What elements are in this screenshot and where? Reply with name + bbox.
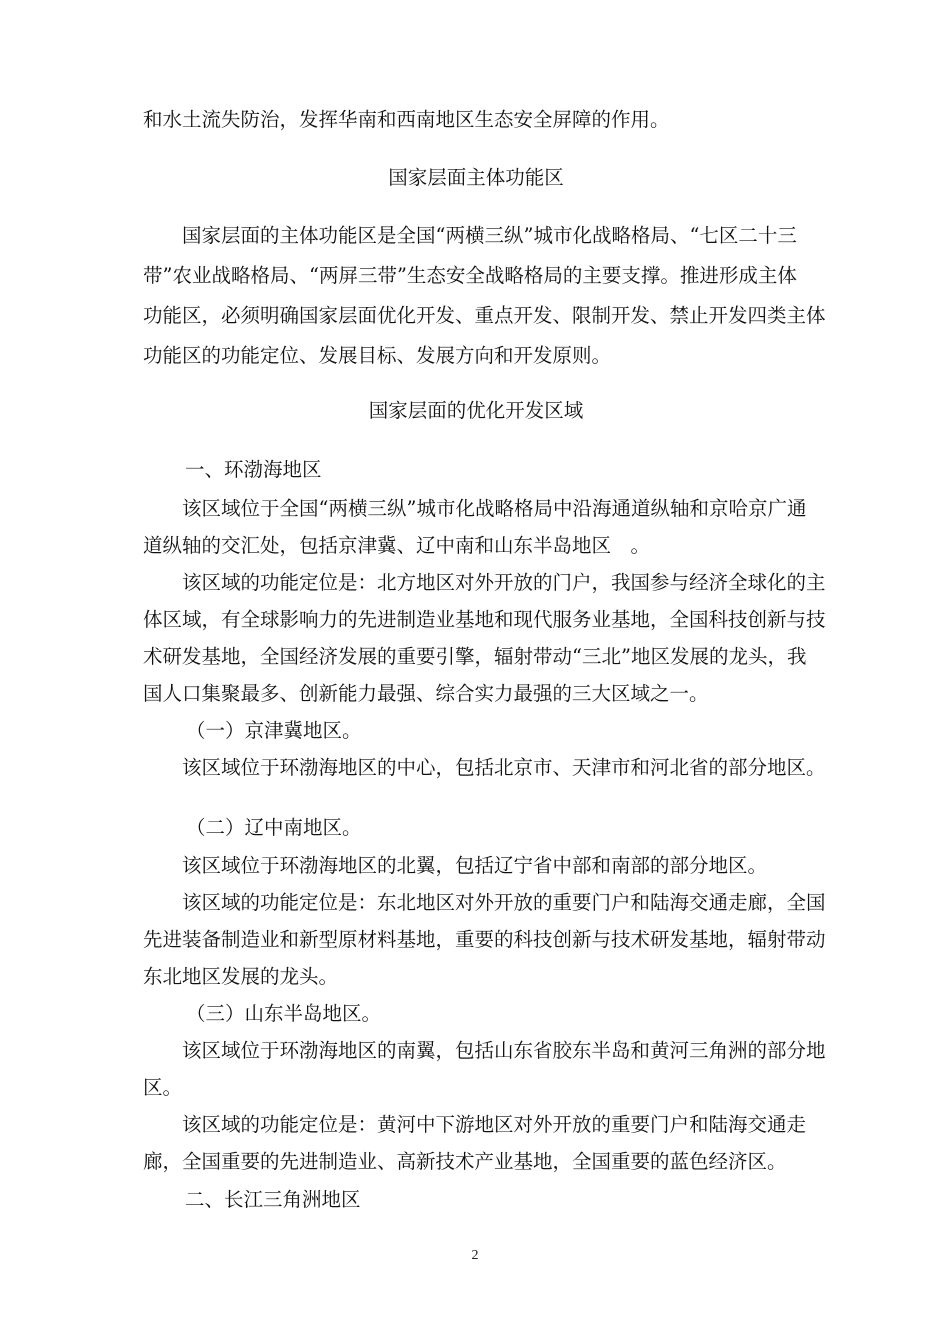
- text-line: 道纵轴的交汇处，包括京津冀、辽中南和山东半岛地区 。: [143, 534, 651, 557]
- text-line: 和水土流失防治，发挥华南和西南地区生态安全屏障的作用。: [143, 108, 670, 131]
- text-line: （二）辽中南地区。: [186, 816, 362, 839]
- text-line: 一、环渤海地区: [185, 458, 322, 481]
- page-number: 2: [471, 1248, 479, 1263]
- text-line: 该区域位于环渤海地区的中心，包括北京市、天津市和河北省的部分地区。: [182, 756, 826, 779]
- text-line: 国家层面的主体功能区是全国“两横三纵”城市化战略格局、“七区二十三: [182, 224, 797, 247]
- text-line: 东北地区发展的龙头。: [143, 965, 339, 988]
- text-line: 功能区，必须明确国家层面优化开发、重点开发、限制开发、禁止开发四类主体: [143, 304, 826, 327]
- text-line: 廊，全国重要的先进制造业、高新技术产业基地，全国重要的蓝色经济区。: [143, 1150, 787, 1173]
- text-line: 二、长江三角洲地区: [185, 1188, 361, 1211]
- text-line: 该区域位于环渤海地区的北翼，包括辽宁省中部和南部的部分地区。: [182, 854, 768, 877]
- text-line: 先进装备制造业和新型原材料基地，重要的科技创新与技术研发基地，辐射带动: [143, 928, 826, 951]
- text-line: 该区域位于环渤海地区的南翼，包括山东省胶东半岛和黄河三角洲的部分地: [182, 1039, 826, 1062]
- text-line: 该区域的功能定位是：东北地区对外开放的重要门户和陆海交通走廊，全国: [182, 891, 826, 914]
- text-line: 该区域位于全国“两横三纵”城市化战略格局中沿海通道纵轴和京哈京广通: [182, 497, 807, 520]
- text-line: （一）京津冀地区。: [186, 719, 362, 742]
- text-line: 国人口集聚最多、创新能力最强、综合实力最强的三大区域之一。: [143, 682, 709, 705]
- text-line: 功能区的功能定位、发展目标、发展方向和开发原则。: [143, 344, 612, 367]
- text-line: 区。: [143, 1076, 183, 1099]
- text-line: 该区域的功能定位是：黄河中下游地区对外开放的重要门户和陆海交通走: [182, 1113, 807, 1136]
- text-line: 国家层面主体功能区: [388, 166, 564, 189]
- text-line: （三）山东半岛地区。: [186, 1002, 382, 1025]
- text-line: 带”农业战略格局、“两屏三带”生态安全战略格局的主要支撑。推进形成主体: [143, 264, 797, 287]
- text-line: 术研发基地，全国经济发展的重要引擎，辐射带动“三北”地区发展的龙头，我: [143, 645, 807, 668]
- text-line: 该区域的功能定位是：北方地区对外开放的门户，我国参与经济全球化的主: [182, 571, 826, 594]
- text-line: 国家层面的优化开发区域: [368, 399, 584, 422]
- text-line: 体区域，有全球影响力的先进制造业基地和现代服务业基地，全国科技创新与技: [143, 608, 826, 631]
